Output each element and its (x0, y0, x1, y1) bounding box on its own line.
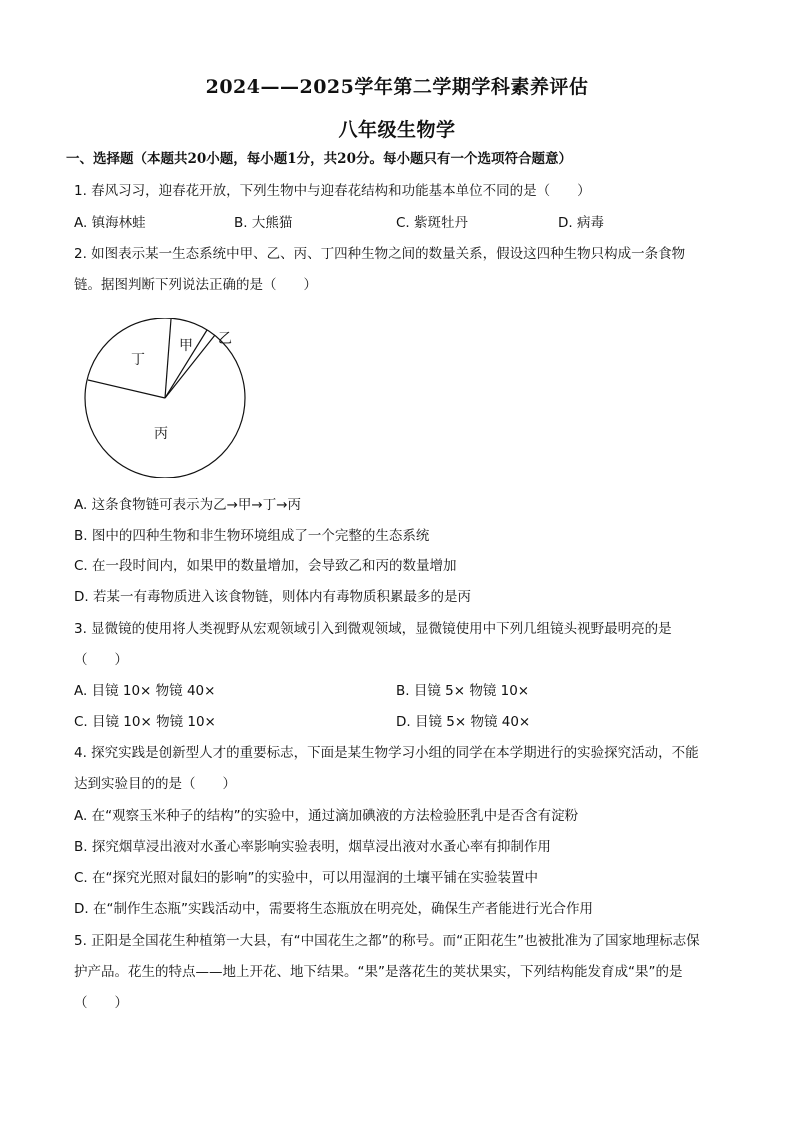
q4-option-c: C. 在“探究光照对鼠妇的影响”的实验中，可以用湿润的土壤平铺在实验装置中 (74, 870, 538, 886)
q3-option-c: C. 目镜 10× 物镜 10× (74, 714, 216, 730)
pie-svg (80, 318, 250, 478)
pie-divider-jia (165, 319, 171, 398)
q1-stem: 1. 春风习习，迎春花开放，下列生物中与迎春花结构和功能基本单位不同的是（ ） (74, 183, 591, 199)
q4-option-b: B. 探究烟草浸出液对水蚤心率影响实验表明，烟草浸出液对水蚤心率有抑制作用 (74, 839, 551, 855)
q5-stem-line3: （ ） (74, 995, 128, 1011)
q2-stem-line1: 2. 如图表示某一生态系统中甲、乙、丙、丁四种生物之间的数量关系，假设这四种生物只构成一条食物 (74, 246, 686, 262)
q2-stem-line2: 链。据图判断下列说法正确的是（ ） (74, 277, 317, 293)
pie-divider-ding (88, 380, 165, 398)
q4-stem-line1: 4. 探究实践是创新型人才的重要标志，下面是某生物学习小组的同学在本学期进行的实验探究活动，不能 (74, 745, 699, 761)
exam-title: 2024——2025学年第二学期学科素养评估 (205, 76, 589, 98)
section-heading: 一、选择题（本题共20小题，每小题1分，共20分。每小题只有一个选项符合题意） (66, 151, 572, 167)
pie-label-ding: 丁 (131, 352, 145, 368)
q1-option-d: D. 病毒 (558, 215, 604, 231)
q2-option-b: B. 图中的四种生物和非生物环境组成了一个完整的生态系统 (74, 528, 430, 544)
q1-option-c: C. 紫斑牡丹 (396, 215, 469, 231)
pie-label-bing: 丙 (154, 426, 168, 442)
q3-option-d: D. 目镜 5× 物镜 40× (396, 714, 531, 730)
q4-option-d: D. 在“制作生态瓶”实践活动中，需要将生态瓶放在明亮处，确保生产者能进行光合作用 (74, 901, 593, 917)
pie-label-yi: 乙 (218, 331, 232, 347)
q2-option-a: A. 这条食物链可表示为乙→甲→丁→丙 (74, 497, 302, 513)
q2-option-c: C. 在一段时间内，如果甲的数量增加，会导致乙和丙的数量增加 (74, 558, 457, 574)
q3-stem-line1: 3. 显微镜的使用将人类视野从宏观领域引入到微观领域，显微镜使用中下列几组镜头视野最明亮的是 (74, 621, 672, 637)
q3-option-b: B. 目镜 5× 物镜 10× (396, 683, 530, 699)
q3-option-a: A. 目镜 10× 物镜 40× (74, 683, 216, 699)
pie-label-jia: 甲 (179, 338, 193, 354)
exam-subtitle: 八年级生物学 (338, 119, 456, 141)
q1-option-b: B. 大熊猫 (234, 215, 293, 231)
q1-option-a: A. 镇海林蛙 (74, 215, 146, 231)
q4-option-a: A. 在“观察玉米种子的结构”的实验中，通过滴加碘液的方法检验胚乳中是否含有淀粉 (74, 808, 579, 824)
population-pie-diagram (80, 318, 250, 478)
q2-option-d: D. 若某一有毒物质进入该食物链，则体内有毒物质积累最多的是丙 (74, 589, 471, 605)
q4-stem-line2: 达到实验目的的是（ ） (74, 776, 236, 792)
q5-stem-line1: 5. 正阳是全国花生种植第一大县，有“中国花生之都”的称号。而“正阳花生”也被批准为了国家地理标志保 (74, 933, 700, 949)
q3-stem-line2: （ ） (74, 652, 128, 668)
q5-stem-line2: 护产品。花生的特点——地上开花、地下结果。“果”是落花生的荚状果实，下列结构能发育成“果”的是 (74, 964, 683, 980)
